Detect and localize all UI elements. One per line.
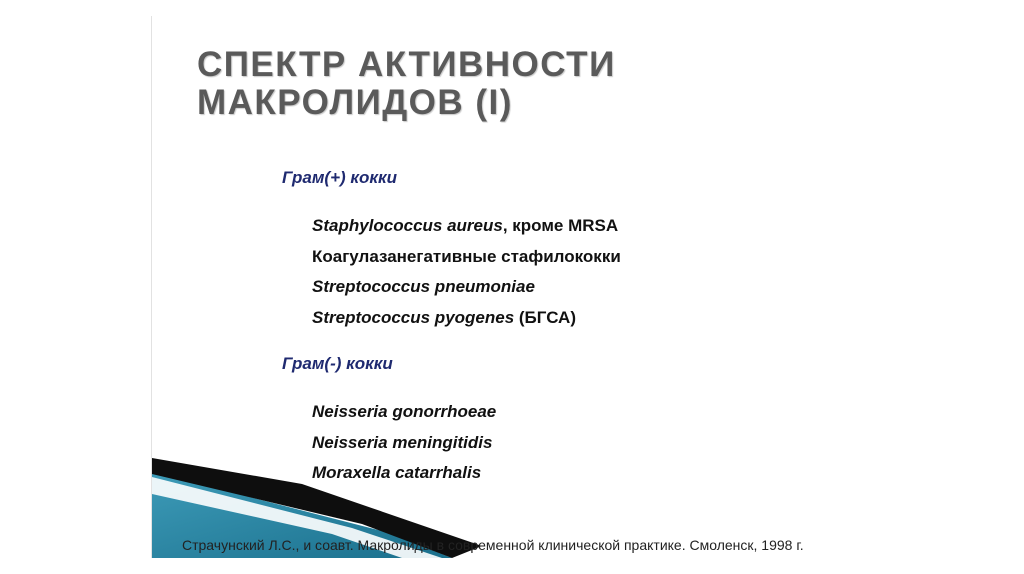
organism-latin-name: Staphylococcus aureus <box>312 216 503 235</box>
presentation-slide <box>152 16 872 558</box>
organism-latin-name: Neisseria gonorrhoeae <box>312 402 497 421</box>
title-line-1: СПЕКТР АКТИВНОСТИ <box>197 45 616 84</box>
gram-negative-heading: Грам(-) кокки <box>282 354 393 373</box>
organism-note: , кроме MRSA <box>502 216 619 235</box>
organism-note: Коагулазанегативные стафилококки <box>312 246 621 266</box>
corner-swoosh-decoration <box>152 16 872 558</box>
title-line-2: МАКРОЛИДОВ (I) <box>197 83 513 122</box>
citation-text: Страчунский Л.С., и соавт. Макролиды в современной клинической практике. Смоленск, 1998 г. <box>182 537 804 553</box>
organism-latin-name: Moraxella catarrhalis <box>312 463 482 482</box>
organism-latin-name: Neisseria meningitidis <box>312 432 493 452</box>
gram-positive-heading: Грам(+) кокки <box>282 168 398 187</box>
organism-latin-name: Streptococcus pyogenes <box>312 307 515 327</box>
organism-latin-name: Streptococcus pneumoniae <box>312 277 535 296</box>
organism-note: (БГСА) <box>514 307 576 327</box>
